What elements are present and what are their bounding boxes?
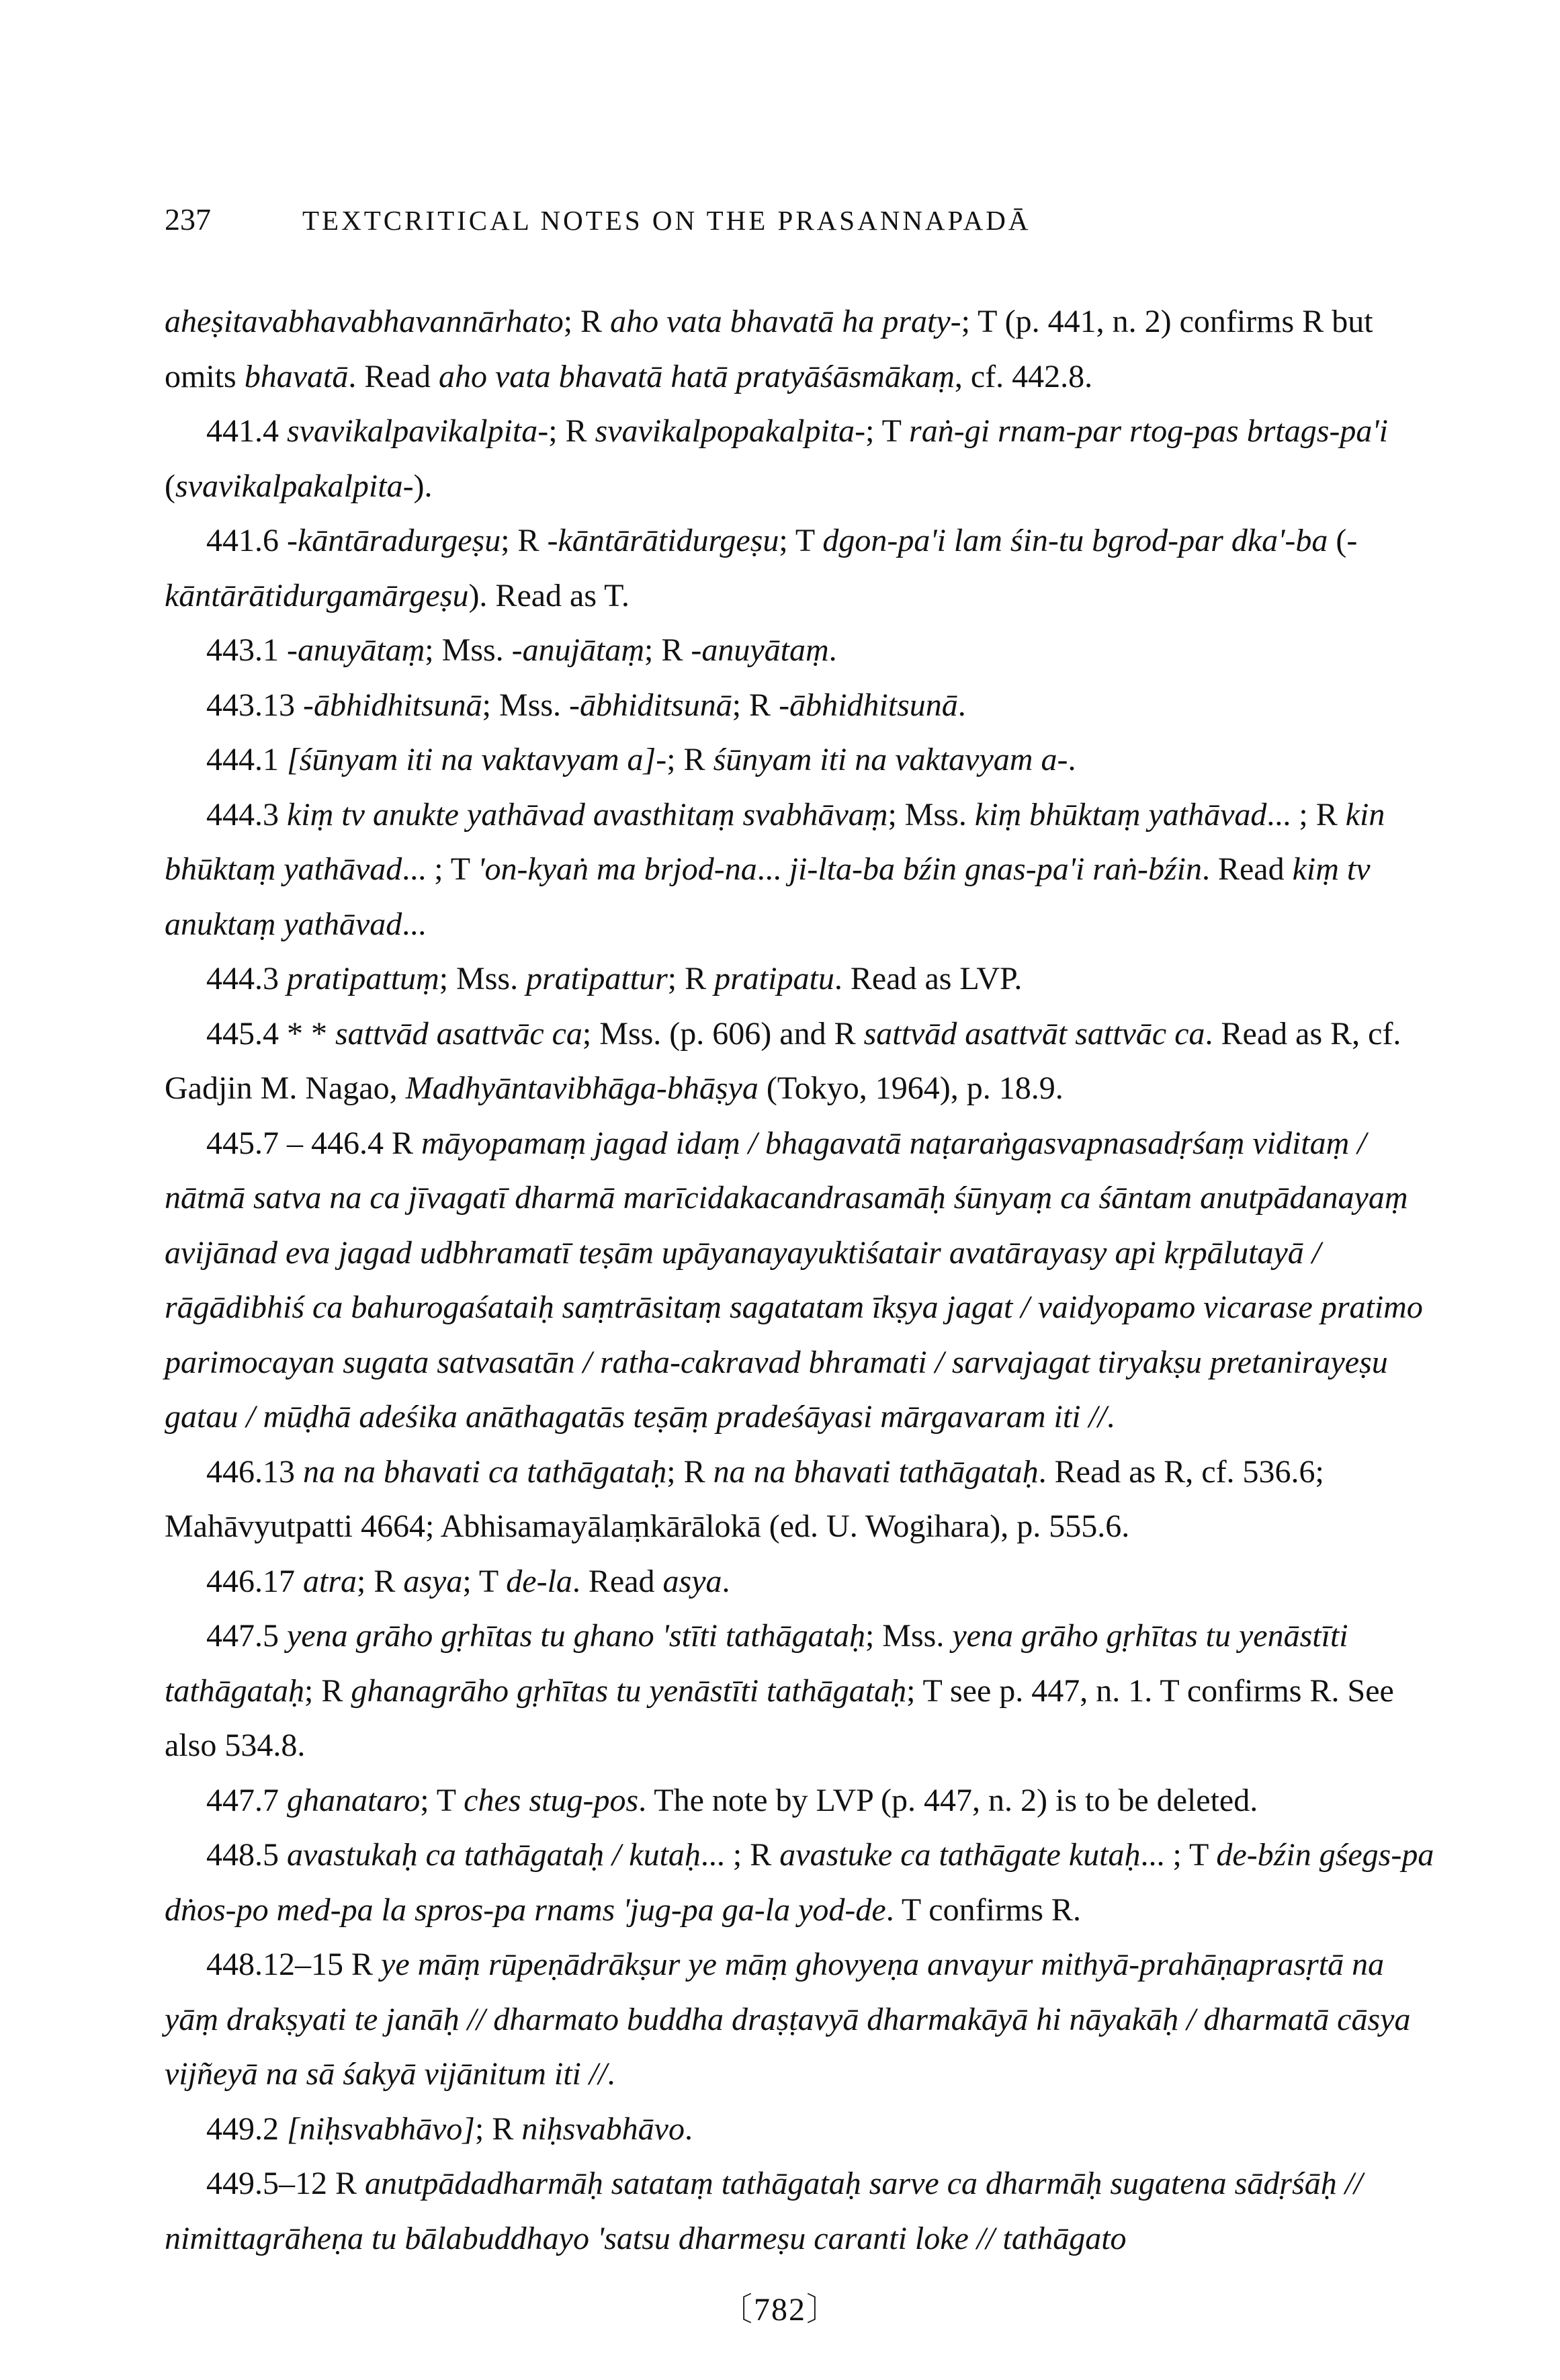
roman-segment: 444.3 bbox=[206, 961, 287, 996]
roman-segment: 444.3 bbox=[206, 796, 287, 833]
italic-segment: na na bhavati ca tathāgataḥ bbox=[303, 1453, 667, 1490]
textcritical-note bbox=[165, 732, 1441, 788]
roman-segment: ; T bbox=[420, 1782, 464, 1818]
roman-segment: ( bbox=[1328, 523, 1347, 558]
roman-segment: ; T bbox=[779, 523, 823, 558]
page-number: 237 bbox=[165, 202, 211, 237]
roman-segment: 446.13 bbox=[206, 1453, 303, 1490]
roman-segment: , cf. 442.8. bbox=[954, 358, 1093, 394]
italic-segment: raṅ-gi rnam-par rtog-pas brtags-pa'i bbox=[909, 413, 1389, 449]
italic-segment: 'on-kyaṅ ma brjod-na bbox=[478, 851, 757, 887]
textcritical-note bbox=[165, 1937, 1441, 2102]
roman-segment: ... ; T bbox=[402, 851, 478, 887]
roman-segment: ; Mss. bbox=[865, 1618, 953, 1654]
textcritical-note bbox=[165, 1116, 1441, 1445]
textcritical-note bbox=[165, 1828, 1441, 1937]
roman-segment: ... ; R bbox=[700, 1837, 780, 1873]
roman-segment: ; R bbox=[563, 304, 611, 339]
roman-segment: . Read bbox=[572, 1563, 663, 1599]
roman-segment: . bbox=[828, 632, 837, 668]
roman-segment: 447.5 bbox=[206, 1618, 287, 1654]
roman-segment: ; T see p. 447, n. 1. T confirms R. See also 534.8. bbox=[165, 1672, 1394, 1763]
page bbox=[165, 202, 1441, 2266]
italic-segment: [niḥsvabhāvo] bbox=[287, 2111, 475, 2147]
roman-segment: -; R bbox=[656, 742, 713, 777]
textcritical-note bbox=[165, 788, 1441, 952]
italic-segment: ghanagrāho gṛhītas tu yenāstīti tathāgataḥ bbox=[351, 1672, 907, 1709]
roman-segment: 447.7 bbox=[206, 1782, 287, 1818]
textcritical-note bbox=[165, 404, 1441, 513]
roman-segment: ; R bbox=[666, 1453, 713, 1490]
roman-segment: ; Mss. (p. 606) and R bbox=[582, 1015, 864, 1052]
roman-segment: ; T (p. 441, n. 2) confirms R but omits bbox=[165, 304, 1373, 394]
roman-segment: 441.6 bbox=[206, 523, 287, 558]
textcritical-note bbox=[165, 1609, 1441, 1773]
italic-segment: niḥsvabhāvo bbox=[521, 2111, 685, 2147]
italic-segment: -anujātaṃ bbox=[511, 632, 644, 668]
roman-segment: . T confirms R. bbox=[885, 1892, 1081, 1928]
italic-segment: -kāntārātidurgamārgeṣu bbox=[165, 523, 1358, 613]
italic-segment: pratipattuṃ bbox=[287, 961, 439, 996]
roman-segment: ; R bbox=[474, 2111, 522, 2147]
textcritical-note bbox=[165, 1007, 1441, 1116]
roman-segment: ; Mss. bbox=[439, 961, 527, 996]
roman-segment: . Read as R, cf. Gadjin M. Nagao, bbox=[165, 1015, 1401, 1106]
italic-segment: sattvād asattvāt sattvāc ca bbox=[863, 1015, 1205, 1052]
roman-segment: . bbox=[607, 2056, 615, 2092]
roman-segment: . Read as R, cf. 536.6; Mahāvyutpatti 4664; Abhisamayālaṃkārālokā (ed. U. Wogihara), p. 555.6. bbox=[165, 1453, 1324, 1544]
italic-segment: kiṃ bhūktaṃ yathāvad bbox=[974, 796, 1267, 833]
textcritical-note bbox=[165, 1554, 1441, 1609]
folio-number: 〔782〕 bbox=[720, 2292, 840, 2328]
textcritical-note bbox=[165, 1445, 1441, 1554]
italic-segment: na na bhavati tathāgataḥ bbox=[713, 1453, 1039, 1490]
textcritical-note bbox=[165, 2102, 1441, 2157]
italic-segment: pratipattur bbox=[526, 961, 668, 996]
roman-segment: ... ; R bbox=[1266, 796, 1346, 833]
italic-segment: ghanataro bbox=[287, 1782, 421, 1818]
roman-segment: 445.4 * * bbox=[206, 1015, 335, 1052]
roman-segment: 441.4 bbox=[206, 413, 287, 449]
italic-segment: de-bźin gśegs-pa dṅos-po med-pa la spros-pa rnams 'jug-pa ga-la yod-de bbox=[165, 1837, 1434, 1928]
italic-segment: -kāntārātidurgeṣu bbox=[547, 523, 779, 558]
roman-segment: . Read as LVP. bbox=[834, 961, 1023, 996]
italic-segment: kiṃ tv anukte yathāvad avasthitaṃ svabhāvaṃ bbox=[287, 796, 888, 833]
roman-segment: ; R bbox=[501, 523, 548, 558]
italic-segment: Madhyāntavibhāga-bhāṣya bbox=[405, 1070, 759, 1106]
roman-segment: . bbox=[684, 2111, 693, 2147]
textcritical-note bbox=[165, 678, 1441, 733]
textcritical-note bbox=[165, 951, 1441, 1007]
italic-segment: māyopamaṃ jagad idaṃ / bhagavatā naṭaraṅgasvapnasadṛśaṃ viditaṃ / nātmā satva na ca jīvagatī dharmā marīcidakacandrasamāḥ śūnyaṃ ca śāntam anutpādanayaṃ avijānad eva jagad udbhramatī teṣām upāyanayayuktiśatair avatārayasy api kṛpālutayā / rāgādibhiś ca bahurogaśataiḥ saṃtrāsitaṃ sagatatam īkṣya jagat / vaidyopamo vicarase pratimo parimocayan sugata satvasatān / ratha-cakravad bhramati / sarvajagat tiryakṣu pretanirayeṣu gatau / mūḍhā adeśika anāthagatās teṣāṃ pradeśāyasi mārgavaram iti // bbox=[165, 1125, 1423, 1435]
italic-segment: -kāntāradurgeṣu bbox=[287, 523, 501, 558]
italic-segment: ji-lta-ba bźin gnas-pa'i raṅ-bźin bbox=[789, 851, 1202, 887]
italic-segment: svavikalpavikalpita- bbox=[287, 413, 549, 449]
roman-segment: 443.13 bbox=[206, 687, 303, 723]
roman-segment: . Read bbox=[348, 358, 439, 394]
roman-segment: (Tokyo, 1964), p. 18.9. bbox=[758, 1070, 1064, 1106]
roman-segment: ; R bbox=[732, 687, 779, 723]
italic-segment: aho vata bhavatā ha praty- bbox=[610, 304, 961, 339]
italic-segment: -anuyātaṃ bbox=[691, 632, 829, 668]
roman-segment: . bbox=[1107, 1399, 1115, 1435]
italic-segment: dgon-pa'i lam śin-tu bgrod-par dka'-ba bbox=[822, 523, 1328, 558]
italic-segment: aheṣitavabhavabhavannārhato bbox=[165, 304, 564, 339]
roman-segment: ). Read as T. bbox=[468, 577, 630, 613]
roman-segment: 449.2 bbox=[206, 2111, 287, 2147]
italic-segment: asya bbox=[403, 1563, 463, 1599]
roman-segment: ... ; T bbox=[1140, 1837, 1217, 1873]
textcritical-note bbox=[165, 513, 1441, 623]
italic-segment: asya bbox=[662, 1563, 722, 1599]
italic-segment: [śūnyam iti na vaktavyam a] bbox=[287, 742, 656, 777]
running-header bbox=[165, 202, 1441, 262]
italic-segment: -ābhidhitsunā bbox=[303, 687, 482, 723]
running-title: TEXTCRITICAL NOTES ON THE PRASANNAPADĀ bbox=[302, 205, 1031, 236]
roman-segment: ... bbox=[402, 906, 427, 942]
italic-segment: pratipatu bbox=[714, 961, 834, 996]
roman-segment: ; Mss. bbox=[482, 687, 570, 723]
italic-segment: aho vata bhavatā hatā pratyāśāsmākaṃ bbox=[438, 358, 955, 394]
italic-segment: kin bhūktaṃ yathāvad bbox=[165, 796, 1385, 887]
textcritical-note bbox=[165, 2156, 1441, 2266]
italic-segment: sattvād asattvāc ca bbox=[335, 1015, 582, 1052]
italic-segment: -ābhiditsunā bbox=[569, 687, 732, 723]
italic-segment: -anuyātaṃ bbox=[287, 632, 425, 668]
italic-segment: ches stug-pos bbox=[464, 1782, 639, 1818]
italic-segment: svavikalpopakalpita- bbox=[595, 413, 866, 449]
roman-segment: 448.12–15 R bbox=[206, 1947, 382, 1982]
roman-segment: . bbox=[957, 687, 966, 723]
roman-segment: ; R bbox=[357, 1563, 404, 1599]
italic-segment: yena grāho gṛhītas tu yenāstīti tathāgataḥ bbox=[165, 1618, 1348, 1709]
roman-segment: . bbox=[722, 1563, 730, 1599]
italic-segment: avastukaḥ ca tathāgataḥ / kutaḥ bbox=[287, 1837, 701, 1873]
roman-segment: ; R bbox=[644, 632, 691, 668]
roman-segment: ; R bbox=[304, 1672, 351, 1709]
italic-segment: śūnyam iti na vaktavyam a- bbox=[713, 742, 1068, 777]
roman-segment: 443.1 bbox=[206, 632, 287, 668]
roman-segment: 449.5–12 R bbox=[206, 2166, 365, 2201]
italic-segment: anutpādadharmāḥ satataṃ tathāgataḥ sarve ca dharmāḥ sugatena sādṛśāḥ // nimittagrāheṇa tu bālabuddhayo 'satsu dharmeṣu caranti loke // tathāgato bbox=[165, 2166, 1363, 2256]
italic-segment: de-la bbox=[506, 1563, 572, 1599]
italic-segment: kiṃ tv anuktaṃ yathāvad bbox=[165, 851, 1371, 942]
italic-segment: ye māṃ rūpeṇādrākṣur ye māṃ ghovyeṇa anvayur mithyā-prahāṇaprasṛtā na yāṃ drakṣyati te janāḥ // dharmato buddha draṣṭavyā dharmakāyā hi nāyakāḥ / dharmatā cāsya vijñeyā na sā śakyā vijānitum iti // bbox=[165, 1947, 1411, 2092]
roman-segment: . The note by LVP (p. 447, n. 2) is to be deleted. bbox=[638, 1782, 1258, 1818]
textcritical-note bbox=[165, 1773, 1441, 1828]
notes-body bbox=[165, 294, 1441, 2266]
roman-segment: . bbox=[1068, 742, 1076, 777]
roman-segment: ; Mss. bbox=[425, 632, 512, 668]
roman-segment: ; T bbox=[462, 1563, 507, 1599]
roman-segment: . Read bbox=[1201, 851, 1293, 887]
roman-segment: 446.17 bbox=[206, 1563, 303, 1599]
roman-segment: 448.5 bbox=[206, 1837, 287, 1873]
italic-segment: svavikalpakalpita- bbox=[175, 468, 414, 504]
roman-segment: ; R bbox=[548, 413, 595, 449]
italic-segment: -ābhidhitsunā bbox=[779, 687, 958, 723]
roman-segment: ; Mss. bbox=[887, 796, 975, 833]
roman-segment: 445.7 – 446.4 R bbox=[206, 1125, 422, 1161]
italic-segment: bhavatā bbox=[244, 358, 349, 394]
roman-segment: 444.1 bbox=[206, 742, 287, 777]
note-continuation bbox=[165, 294, 1441, 404]
textcritical-note bbox=[165, 623, 1441, 678]
roman-segment: ; T bbox=[865, 413, 910, 449]
italic-segment: yena grāho gṛhītas tu ghano 'stīti tathāgataḥ bbox=[287, 1618, 865, 1654]
italic-segment: atra bbox=[303, 1563, 357, 1599]
italic-segment: avastuke ca tathāgate kutaḥ bbox=[779, 1837, 1141, 1873]
roman-segment: ; R bbox=[667, 961, 715, 996]
roman-segment: ( bbox=[165, 468, 175, 504]
roman-segment: ). bbox=[413, 468, 433, 504]
roman-segment: ... bbox=[756, 851, 789, 887]
